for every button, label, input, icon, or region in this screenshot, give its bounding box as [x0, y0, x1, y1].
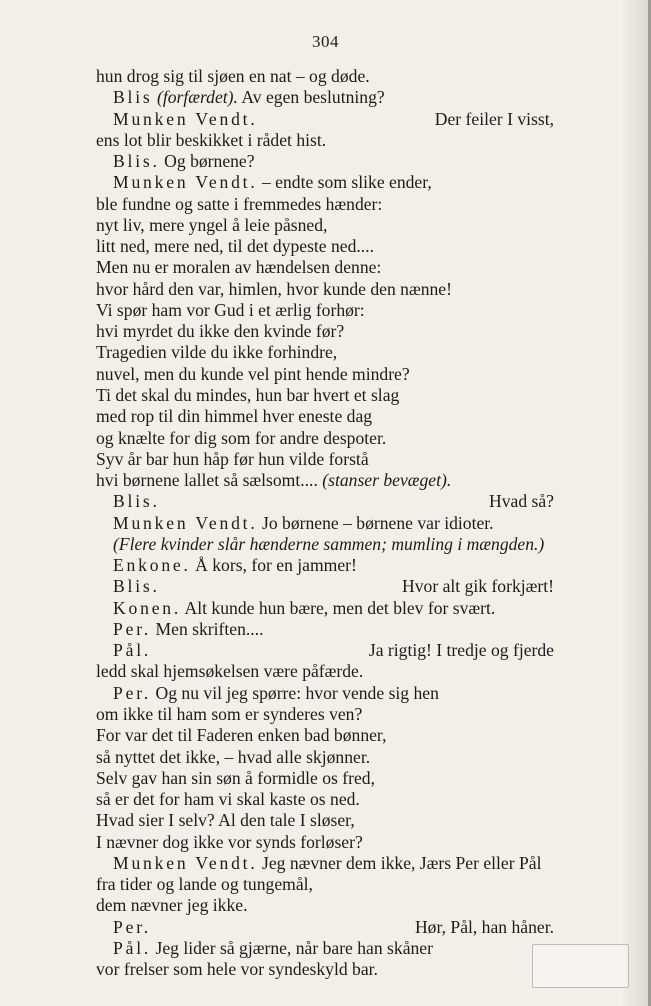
text-line	[96, 385, 554, 406]
verse-text: så er det for ham vi skal kaste os ned.	[96, 789, 360, 810]
verse-text: så nyttet det ikke, – hvad alle skjønner.	[96, 746, 371, 767]
text-line	[96, 151, 554, 172]
speaker-name: Enkone.	[113, 555, 191, 576]
verse-text: hvi børnene lallet så sælsomt....	[96, 470, 318, 491]
page-shadow	[621, 0, 651, 1006]
text-line	[96, 513, 554, 534]
verse-text: hun drog sig til sjøen en nat – og døde.	[96, 66, 370, 86]
verse-text: Av egen beslutning?	[241, 87, 385, 108]
verse-text: Jeg nævner dem ikke, Jærs Per eller Pål	[261, 852, 542, 873]
text-line	[96, 66, 554, 87]
text-line	[96, 300, 554, 321]
verse-text: Men nu er moralen av hændelsen denne:	[96, 257, 382, 278]
speaker-name: Pål.	[113, 937, 152, 958]
text-line	[96, 704, 554, 725]
text-line	[96, 576, 554, 597]
verse-text: For var det til Faderen enken bad bønner,	[96, 725, 387, 746]
page-number: 304	[312, 32, 339, 51]
text-line	[96, 874, 554, 895]
verse-text: Ti det skal du mindes, hun bar hvert et slag	[96, 384, 400, 405]
verse-text: nyt liv, mere yngel å leie påsned,	[96, 214, 328, 235]
verse-text: – endte som slike ender,	[261, 172, 432, 193]
verse-text: Hør, Pål, han håner.	[414, 916, 554, 937]
text-block	[96, 66, 554, 980]
text-line	[96, 449, 554, 470]
text-line	[96, 853, 554, 874]
text-line	[96, 428, 554, 449]
text-line	[96, 832, 554, 853]
verse-text: Men skriften....	[155, 618, 264, 639]
text-line	[96, 598, 554, 619]
verse-text: hvor hård den var, himlen, hvor kunde den nænne!	[96, 278, 452, 299]
text-line	[96, 895, 554, 916]
stage-direction: (Flere kvinder slår hænderne sammen; mumling i mængden.)	[113, 533, 545, 554]
verse-text: med rop til din himmel hver eneste dag	[96, 406, 373, 427]
text-line	[96, 938, 554, 959]
text-line	[96, 661, 554, 682]
stage-direction: (forfærdet).	[156, 87, 238, 108]
text-line	[96, 789, 554, 810]
verse-text: fra tider og lande og tungemål,	[96, 874, 313, 895]
text-line	[96, 683, 554, 704]
text-line	[96, 470, 554, 491]
text-line	[96, 534, 554, 555]
verse-text: hvi myrdet du ikke den kvinde før?	[96, 321, 345, 342]
text-line	[96, 109, 554, 130]
text-line	[96, 747, 554, 768]
speaker-name: Per.	[113, 916, 152, 937]
speaker-name: Munken Vendt.	[113, 512, 258, 533]
text-line	[96, 342, 554, 363]
verse-text: Hvor alt gik forkjært!	[402, 576, 554, 597]
speaker-name: Blis	[113, 87, 153, 108]
speaker-name: Munken Vendt.	[113, 172, 258, 193]
verse-text: Jo børnene – børnene var idioter.	[261, 512, 494, 533]
verse-text: ens lot blir beskikket i rådet hist.	[96, 129, 327, 150]
speaker-name: Blis.	[113, 576, 160, 597]
verse-text: Alt kunde hun bære, men det blev for svært.	[184, 597, 496, 618]
verse-text: Hvad så?	[489, 491, 554, 512]
verse-text: ledd skal hjemsøkelsen være påfærde.	[96, 661, 364, 682]
verse-text: vor frelser som hele vor syndeskyld bar.	[96, 959, 378, 980]
text-line	[96, 768, 554, 789]
verse-text: Hvad sier I selv? Al den tale I sløser,	[96, 810, 355, 831]
stage-direction: (stanser bevæget).	[322, 470, 452, 491]
verse-text: nuvel, men du kunde vel pint hende mindre?	[96, 363, 410, 384]
text-line	[96, 279, 554, 300]
verse-text: Vi spør ham vor Gud i et ærlig forhør:	[96, 299, 365, 320]
verse-text: Selv gav han sin søn å formidle os fred,	[96, 767, 376, 788]
verse-text: ble fundne og satte i fremmedes hænder:	[96, 193, 383, 214]
text-line	[96, 917, 554, 938]
verse-text: Ja rigtig! I tredje og fjerde	[368, 640, 554, 661]
verse-text: Og børnene?	[164, 151, 255, 172]
text-line	[96, 810, 554, 831]
text-line	[96, 87, 554, 108]
text-line	[96, 640, 554, 661]
text-line	[96, 257, 554, 278]
text-line	[96, 364, 554, 385]
speaker-name: Pål.	[113, 640, 152, 661]
verse-text: Tragedien vilde du ikke forhindre,	[96, 342, 338, 363]
text-line	[96, 959, 554, 980]
speaker-name: Konen.	[113, 597, 182, 618]
verse-text: og knælte for dig som for andre despoter.	[96, 427, 387, 448]
speaker-name: Per.	[113, 682, 152, 703]
verse-text: dem nævner jeg ikke.	[96, 895, 248, 916]
speaker-name: Munken Vendt.	[113, 108, 258, 129]
verse-text: Jeg lider så gjærne, når bare han skåner	[155, 937, 433, 958]
verse-text: Der feiler I visst,	[434, 108, 554, 129]
text-line	[96, 406, 554, 427]
text-line	[96, 491, 554, 512]
text-line	[96, 619, 554, 640]
text-line	[96, 725, 554, 746]
text-line	[96, 215, 554, 236]
verse-text: I nævner dog ikke vor synds forløser?	[96, 831, 363, 852]
verse-text: litt ned, mere ned, til det dypeste ned....	[96, 236, 375, 257]
speaker-name: Blis.	[113, 151, 160, 172]
speaker-name: Per.	[113, 618, 152, 639]
text-line	[96, 130, 554, 151]
verse-text: Syv år bar hun håp før hun vilde forstå	[96, 448, 369, 469]
speaker-name: Munken Vendt.	[113, 852, 258, 873]
verse-text: Og nu vil jeg spørre: hvor vende sig hen	[155, 682, 439, 703]
text-line	[96, 236, 554, 257]
text-line	[96, 555, 554, 576]
text-line	[96, 321, 554, 342]
text-line	[96, 172, 554, 193]
text-line	[96, 194, 554, 215]
speaker-name: Blis.	[113, 491, 160, 512]
verse-text: Å kors, for en jammer!	[195, 555, 357, 576]
verse-text: om ikke til ham som er synderes ven?	[96, 703, 363, 724]
